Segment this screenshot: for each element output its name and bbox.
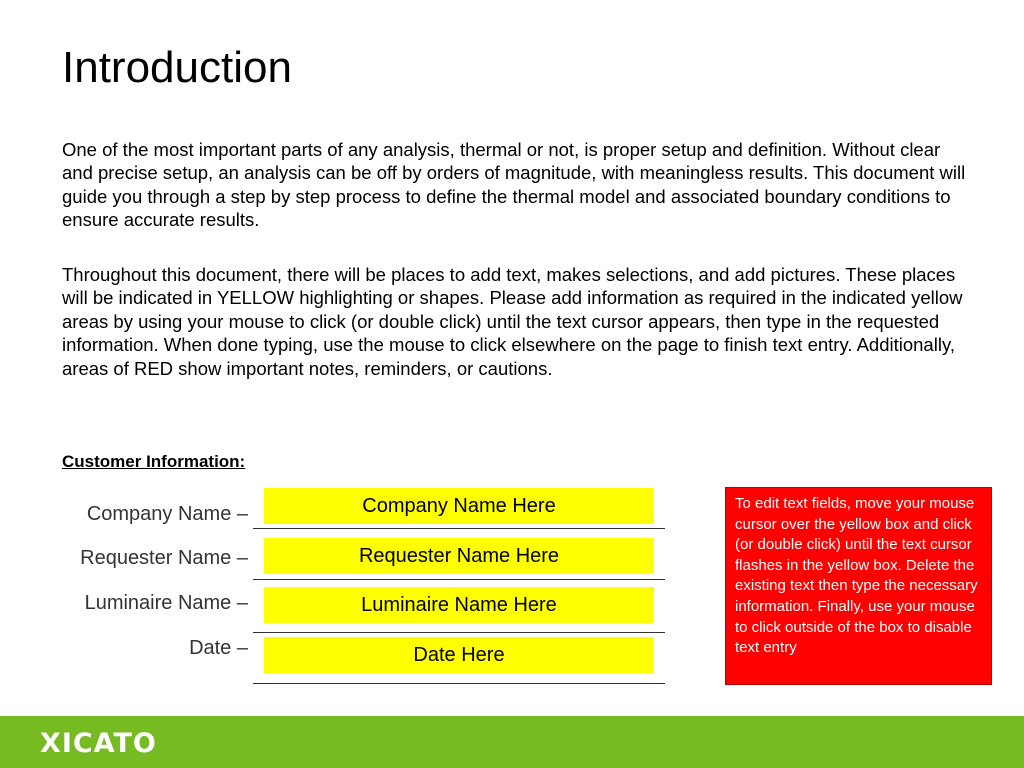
date-field[interactable]: Date Here: [264, 637, 654, 673]
luminaire-name-underline: [253, 632, 665, 633]
instructions-paragraph: Throughout this document, there will be places to add text, makes selections, and add pictures. These places will be indicated in YELLOW highlighting or shapes. Please add information as required in the indicated yellow areas by using your mouse to click (or double click) until the text cursor appears, then type in the requested information. When done typing, use the mouse to click elsewhere on the page to finish text entry. Additionally, areas of RED show important notes, reminders, or cautions.: [62, 264, 963, 379]
intro-paragraph: One of the most important parts of any analysis, thermal or not, is proper setup and definition. Without clear and precise setup, an analysis can be off by orders of magnitude, with meaningless results. This document will guide you through a step by step process to define the thermal model and associated boundary conditions to ensure accurate results.: [62, 139, 966, 231]
date-underline: [253, 683, 665, 684]
date-label: Date –: [189, 637, 248, 659]
requester-name-underline: [253, 579, 665, 580]
luminaire-name-label: Luminaire Name –: [84, 592, 248, 614]
requester-name-label: Requester Name –: [80, 547, 248, 569]
xicato-logo: XICATO: [40, 728, 157, 759]
company-name-label: Company Name –: [86, 503, 248, 525]
slide-title: Introduction: [62, 43, 292, 92]
luminaire-name-field[interactable]: Luminaire Name Here: [264, 587, 654, 623]
edit-instructions-note: To edit text fields, move your mouse cursor over the yellow box and click (or double click) until the text cursor flashes in the yellow box. Delete the existing text then type the necessary information. Finally, use your mouse to click outside of the box to disable text entry: [725, 487, 992, 685]
company-name-field[interactable]: Company Name Here: [264, 488, 654, 524]
requester-name-field[interactable]: Requester Name Here: [264, 538, 654, 574]
customer-info-heading: Customer Information:: [62, 452, 246, 471]
footer-bar: [0, 716, 1024, 768]
company-name-underline: [253, 528, 665, 529]
